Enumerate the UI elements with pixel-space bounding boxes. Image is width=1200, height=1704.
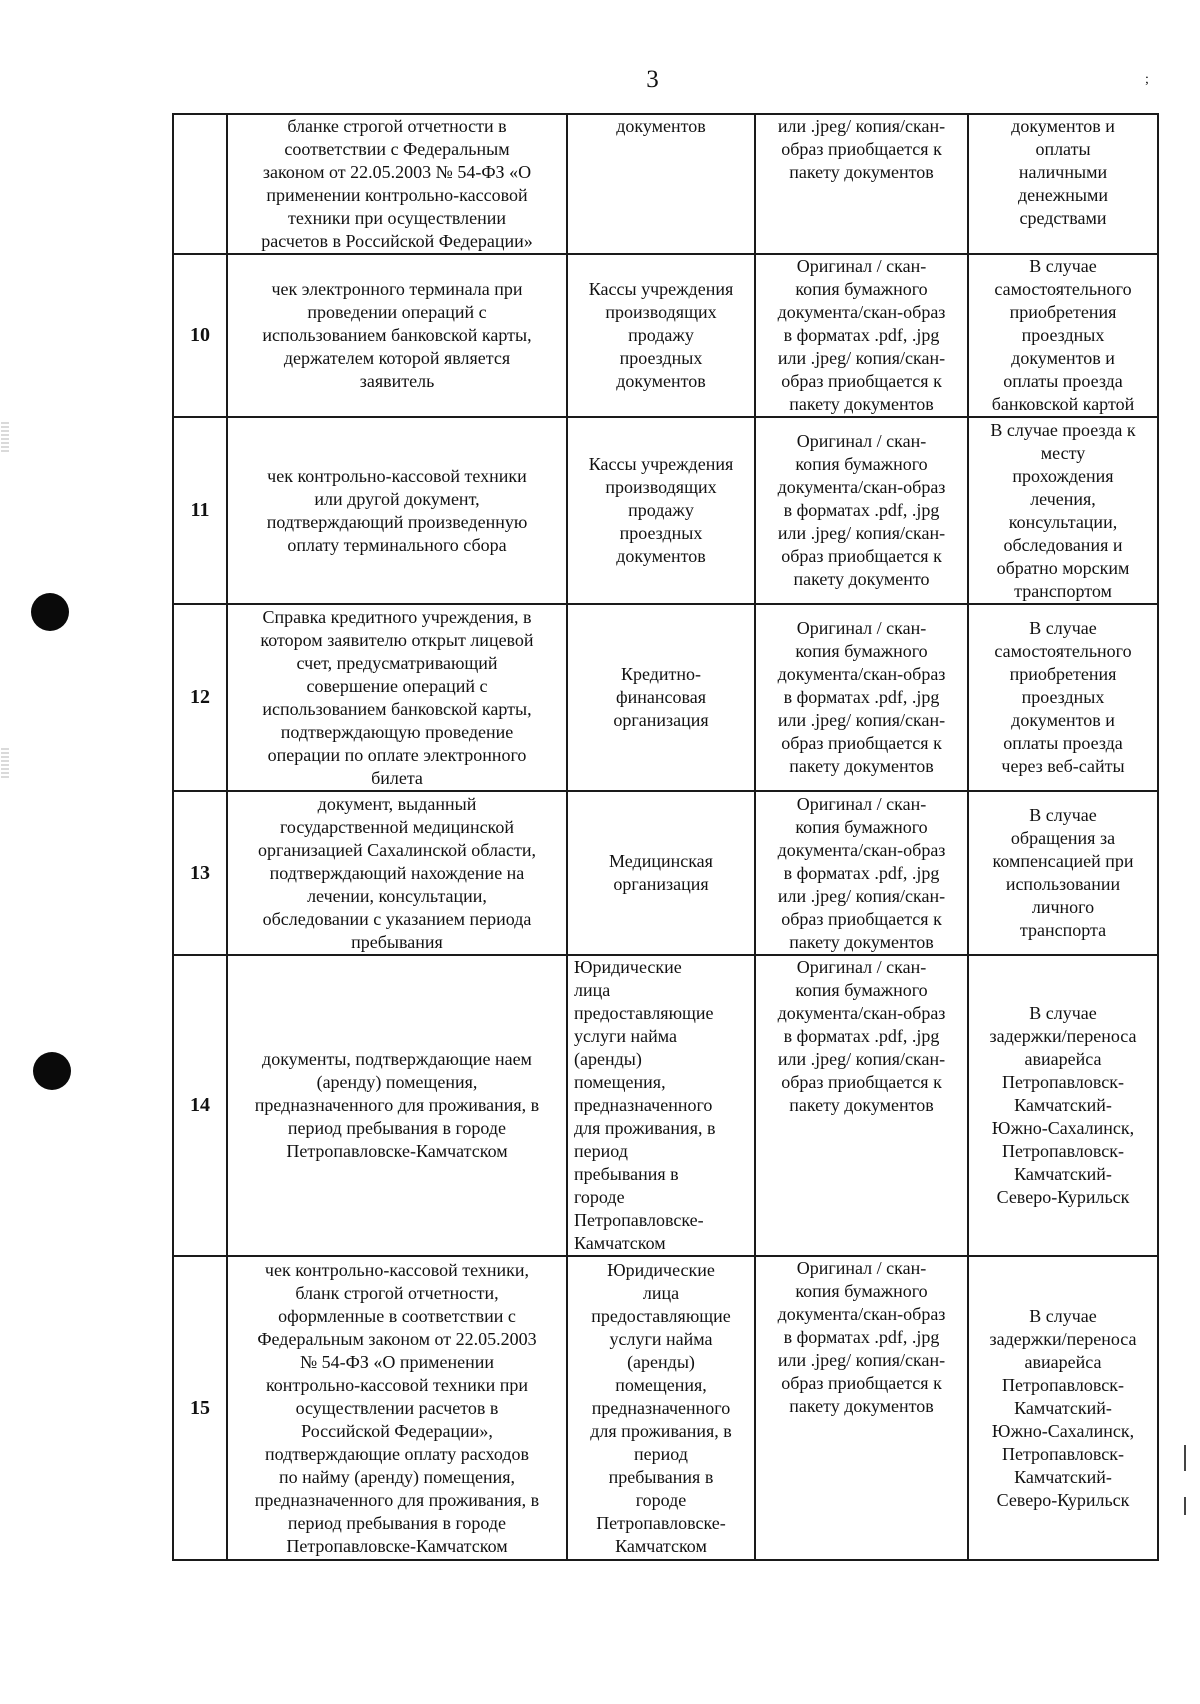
table-row [173,114,1158,254]
source-cell: Кассы учреждения производящих продажу проездных документов [567,417,755,604]
table-row [173,604,1158,791]
note-cell: В случае самостоятельного приобретения проездных документов и оплаты проезда банковской картой [968,254,1158,417]
scan-speck-top [1,422,9,452]
document-cell: Справка кредитного учреждения, в котором заявителю открыт лицевой счет, предусматривающий совершение операций с использованием банковской карты, подтверждающую проведение операции по оплате электронного билета [227,604,567,791]
document-cell: чек контрольно-кассовой техники, бланк строгой отчетности, оформленные в соответствии с Федеральным законом от 22.05.2003 № 54-ФЗ «О применении контрольно-кассовой техники при осуществлении расчетов в Российской Федерации», подтверждающие оплату расходов по найму (аренду) помещения, предназначенного для проживания, в период пребывания в городе Петропавловске-Камчатском [227,1256,567,1560]
note-cell: В случае задержки/переноса авиарейса Петропавловск- Камчатский- Южно-Сахалинск, Петропавловск- Камчатский- Северо-Курильск [968,955,1158,1256]
page-number: 3 [646,66,659,93]
row-number: 14 [173,955,227,1256]
edge-mark-upper [1184,1445,1186,1471]
table-row [173,791,1158,955]
punch-hole-top [31,593,69,631]
document-cell: чек контрольно-кассовой техники или другой документ, подтверждающий произведенную оплату терминального сбора [227,417,567,604]
table-row [173,417,1158,604]
documents-table [172,113,1159,1561]
row-number: 10 [173,254,227,417]
source-cell: Юридические лица предоставляющие услуги найма (аренды) помещения, предназначенного для проживания, в период пребывания в городе Петропавловске- Камчатском [567,1256,755,1560]
table-row [173,254,1158,417]
format-cell: Оригинал / скан- копия бумажного документа/скан-образ в форматах .pdf, .jpg или .jpeg/ копия/скан- образ приобщается к пакету документо [755,417,968,604]
row-number: 15 [173,1256,227,1560]
row-number: 13 [173,791,227,955]
format-cell: или .jpeg/ копия/скан- образ приобщается к пакету документов [755,114,968,254]
format-cell: Оригинал / скан- копия бумажного документа/скан-образ в форматах .pdf, .jpg или .jpeg/ копия/скан- образ приобщается к пакету документов [755,254,968,417]
note-cell: В случае самостоятельного приобретения проездных документов и оплаты проезда через веб-сайты [968,604,1158,791]
note-cell: В случае проезда к месту прохождения лечения, консультации, обследования и обратно морским транспортом [968,417,1158,604]
scan-tick-mark: ; [1145,72,1149,87]
row-number [173,114,227,254]
format-cell: Оригинал / скан- копия бумажного документа/скан-образ в форматах .pdf, .jpg или .jpeg/ копия/скан- образ приобщается к пакету документов [755,955,968,1256]
document-cell: бланке строгой отчетности в соответствии с Федеральным законом от 22.05.2003 № 54-ФЗ «О применении контрольно-кассовой техники при осуществлении расчетов в Российской Федерации» [227,114,567,254]
source-cell: Медицинская организация [567,791,755,955]
document-cell: документы, подтверждающие наем (аренду) помещения, предназначенного для проживания, в период пребывания в городе Петропавловске-Камчатском [227,955,567,1256]
source-cell: Кредитно- финансовая организация [567,604,755,791]
scan-speck-middle [1,748,9,778]
document-cell: чек электронного терминала при проведении операций с использованием банковской карты, держателем которой является заявитель [227,254,567,417]
source-cell: Кассы учреждения производящих продажу проездных документов [567,254,755,417]
format-cell: Оригинал / скан- копия бумажного документа/скан-образ в форматах .pdf, .jpg или .jpeg/ копия/скан- образ приобщается к пакету документов [755,1256,968,1560]
row-number: 12 [173,604,227,791]
note-cell: В случае обращения за компенсацией при использовании личного транспорта [968,791,1158,955]
edge-mark-lower [1184,1497,1186,1515]
format-cell: Оригинал / скан- копия бумажного документа/скан-образ в форматах .pdf, .jpg или .jpeg/ копия/скан- образ приобщается к пакету документов [755,791,968,955]
source-cell: Юридические лица предоставляющие услуги найма (аренды) помещения, предназначенного для проживания, в период пребывания в городе Петропавловске- Камчатском [567,955,755,1256]
note-cell: В случае задержки/переноса авиарейса Петропавловск- Камчатский- Южно-Сахалинск, Петропавловск- Камчатский- Северо-Курильск [968,1256,1158,1560]
format-cell: Оригинал / скан- копия бумажного документа/скан-образ в форматах .pdf, .jpg или .jpeg/ копия/скан- образ приобщается к пакету документов [755,604,968,791]
punch-hole-bottom [33,1052,71,1090]
row-number: 11 [173,417,227,604]
note-cell: документов и оплаты наличными денежными средствами [968,114,1158,254]
document-cell: документ, выданный государственной медицинской организацией Сахалинской области, подтверждающий нахождение на лечении, консультации, обследовании с указанием периода пребывания [227,791,567,955]
table-row [173,955,1158,1256]
table-row [173,1256,1158,1560]
source-cell: документов [567,114,755,254]
